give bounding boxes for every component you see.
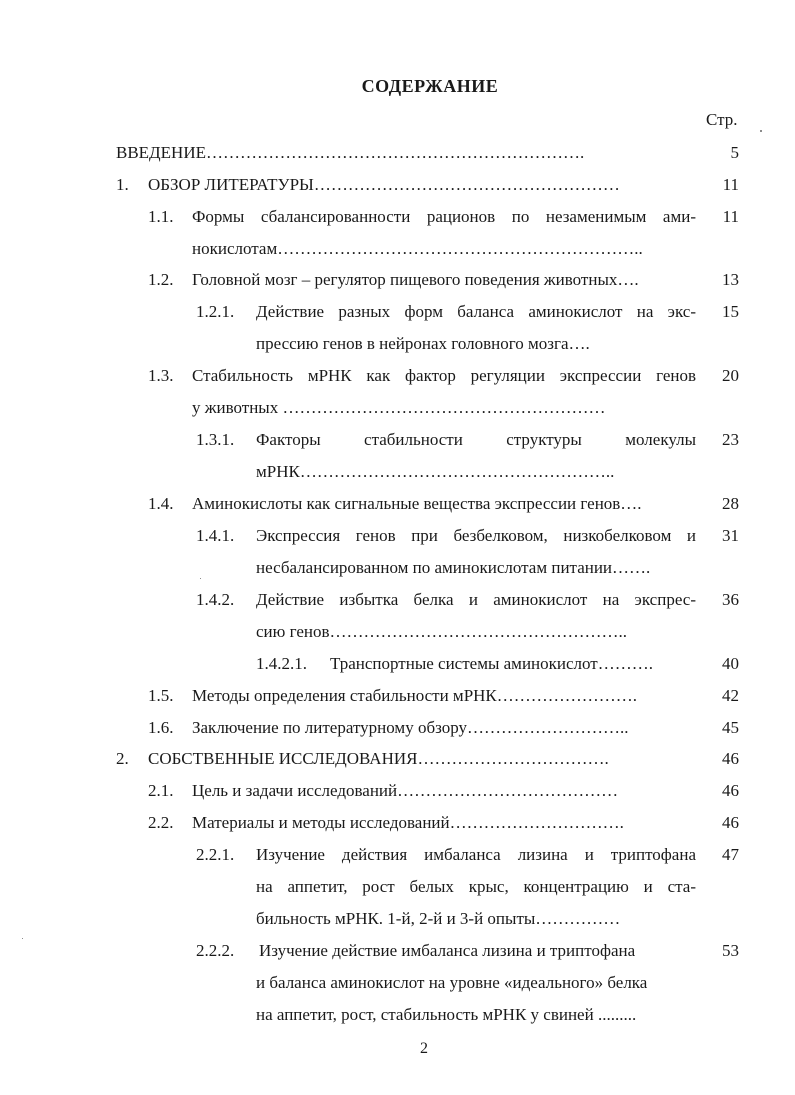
toc-entry-1-4-page: 28 <box>722 494 739 513</box>
toc-entry-1-3-1-text-line1: Факторы стабильности структуры молекулы <box>256 430 696 449</box>
toc-entry-1-6-page: 45 <box>722 718 739 737</box>
toc-entry-intro-text: ВВЕДЕНИЕ…………………………………………………………. <box>116 143 585 162</box>
toc-entry-1-4-2-number: 1.4.2. <box>196 590 235 609</box>
toc-entry-2-2-number: 2.2. <box>148 813 174 832</box>
toc-entry-1-6-number: 1.6. <box>148 718 174 737</box>
toc-entry-2-2-2-number: 2.2.2. <box>196 941 235 960</box>
toc-entry-2-2-2-page: 53 <box>722 941 739 960</box>
toc-entry-1-4-number: 1.4. <box>148 494 174 513</box>
toc-entry-1-6-text: Заключение по литературному обзору……………………….. <box>192 718 629 737</box>
toc-entry-1-text: ОБЗОР ЛИТЕРАТУРЫ……………………………………………… <box>148 175 620 194</box>
toc-entry-1-5-number: 1.5. <box>148 686 174 705</box>
toc-entry-2-1-page: 46 <box>722 781 739 800</box>
toc-entry-1-1-page: 11 <box>722 207 739 226</box>
toc-entry-2-2-2-text-line3: на аппетит, рост, стабильность мРНК у свиней ......... <box>256 1005 637 1024</box>
toc-entry-1-2-text: Головной мозг – регулятор пищевого поведения животных…. <box>192 270 639 289</box>
toc-entry-1-4-1-page: 31 <box>722 526 739 545</box>
toc-entry-2-2-1-text-line2: на аппетит, рост белых крыс, концентрацию и ста- <box>256 877 696 896</box>
toc-entry-1-4-1-number: 1.4.1. <box>196 526 235 545</box>
toc-entry-1-3-page: 20 <box>722 366 739 385</box>
toc-entry-1-4-1-text-line2: несбалансированном по аминокислотам питании……. <box>256 558 651 577</box>
toc-entry-1-4-2-1-text: Транспортные системы аминокислот………. <box>330 654 653 673</box>
toc-entry-2-2-text: Материалы и методы исследований…………………………. <box>192 813 624 832</box>
scan-speck <box>22 938 23 939</box>
toc-entry-1-3-text-line1: Стабильность мРНК как фактор регуляции экспрессии генов <box>192 366 696 385</box>
toc-entry-1-2-1-page: 15 <box>722 302 739 321</box>
toc-entry-2-2-page: 46 <box>722 813 739 832</box>
toc-entry-1-page: 11 <box>722 175 739 194</box>
toc-entry-1-4-2-page: 36 <box>722 590 739 609</box>
toc-entry-1-5-text: Методы определения стабильности мРНК……………………. <box>192 686 638 705</box>
toc-entry-2-2-2-text-line1: Изучение действие имбаланса лизина и триптофана <box>259 941 636 960</box>
toc-entry-2-number: 2. <box>116 749 129 768</box>
toc-entry-1-4-2-1-page: 40 <box>722 654 739 673</box>
toc-entry-1-5-page: 42 <box>722 686 739 705</box>
toc-entry-1-3-1-text-line2: мРНК……………………………………………….. <box>256 462 615 481</box>
toc-entry-1-3-text-line2: у животных ………………………………………………… <box>192 398 606 417</box>
toc-entry-2-2-1-number: 2.2.1. <box>196 845 235 864</box>
toc-entry-1-3-number: 1.3. <box>148 366 174 385</box>
toc-entry-1-4-2-text-line1: Действие избытка белка и аминокислот на экспрес- <box>256 590 696 609</box>
toc-entry-1-2-page: 13 <box>722 270 739 289</box>
scan-speck <box>200 578 201 579</box>
toc-entry-1-4-2-text-line2: сию генов…………………………………………….. <box>256 622 628 641</box>
toc-entry-1-2-1-text-line1: Действие разных форм баланса аминокислот на экс- <box>256 302 696 321</box>
toc-entry-1-2-1-number: 1.2.1. <box>196 302 235 321</box>
toc-entry-intro-page: 5 <box>730 143 739 162</box>
toc-entry-1-4-text: Аминокислоты как сигнальные вещества экспрессии генов…. <box>192 494 642 513</box>
toc-entry-1-3-1-page: 23 <box>722 430 739 449</box>
toc-entry-2-1-number: 2.1. <box>148 781 174 800</box>
toc-entry-2-2-1-page: 47 <box>722 845 739 864</box>
toc-entry-2-page: 46 <box>722 749 739 768</box>
toc-entry-1-1-text-line1: Формы сбалансированности рационов по незаменимым ами- <box>192 207 696 226</box>
toc-entry-1-4-2-1-number: 1.4.2.1. <box>256 654 307 673</box>
page-column-header: Стр. <box>706 110 738 129</box>
page-number: 2 <box>420 1040 428 1057</box>
toc-entry-1-4-1-text-line1: Экспрессия генов при безбелковом, низкобелковом и <box>256 526 696 545</box>
toc-entry-1-1-number: 1.1. <box>148 207 174 226</box>
toc-entry-1-number: 1. <box>116 175 129 194</box>
toc-entry-2-2-1-text-line1: Изучение действия имбаланса лизина и триптофана <box>256 845 696 864</box>
toc-entry-2-text: СОБСТВЕННЫЕ ИССЛЕДОВАНИЯ……………………………. <box>148 749 609 768</box>
scan-speck <box>760 130 762 132</box>
toc-entry-1-3-1-number: 1.3.1. <box>196 430 235 449</box>
toc-entry-1-2-1-text-line2: прессию генов в нейронах головного мозга…. <box>256 334 590 353</box>
toc-entry-1-2-number: 1.2. <box>148 270 174 289</box>
toc-entry-2-1-text: Цель и задачи исследований………………………………… <box>192 781 619 800</box>
page-title: СОДЕРЖАНИЕ <box>361 76 499 96</box>
toc-entry-1-1-text-line2: нокислотам……………………………………………………….. <box>192 239 643 258</box>
toc-entry-2-2-2-text-line2: и баланса аминокислот на уровне «идеального» белка <box>256 973 648 992</box>
toc-entry-2-2-1-text-line3: бильность мРНК. 1-й, 2-й и 3-й опыты…………… <box>256 909 621 928</box>
